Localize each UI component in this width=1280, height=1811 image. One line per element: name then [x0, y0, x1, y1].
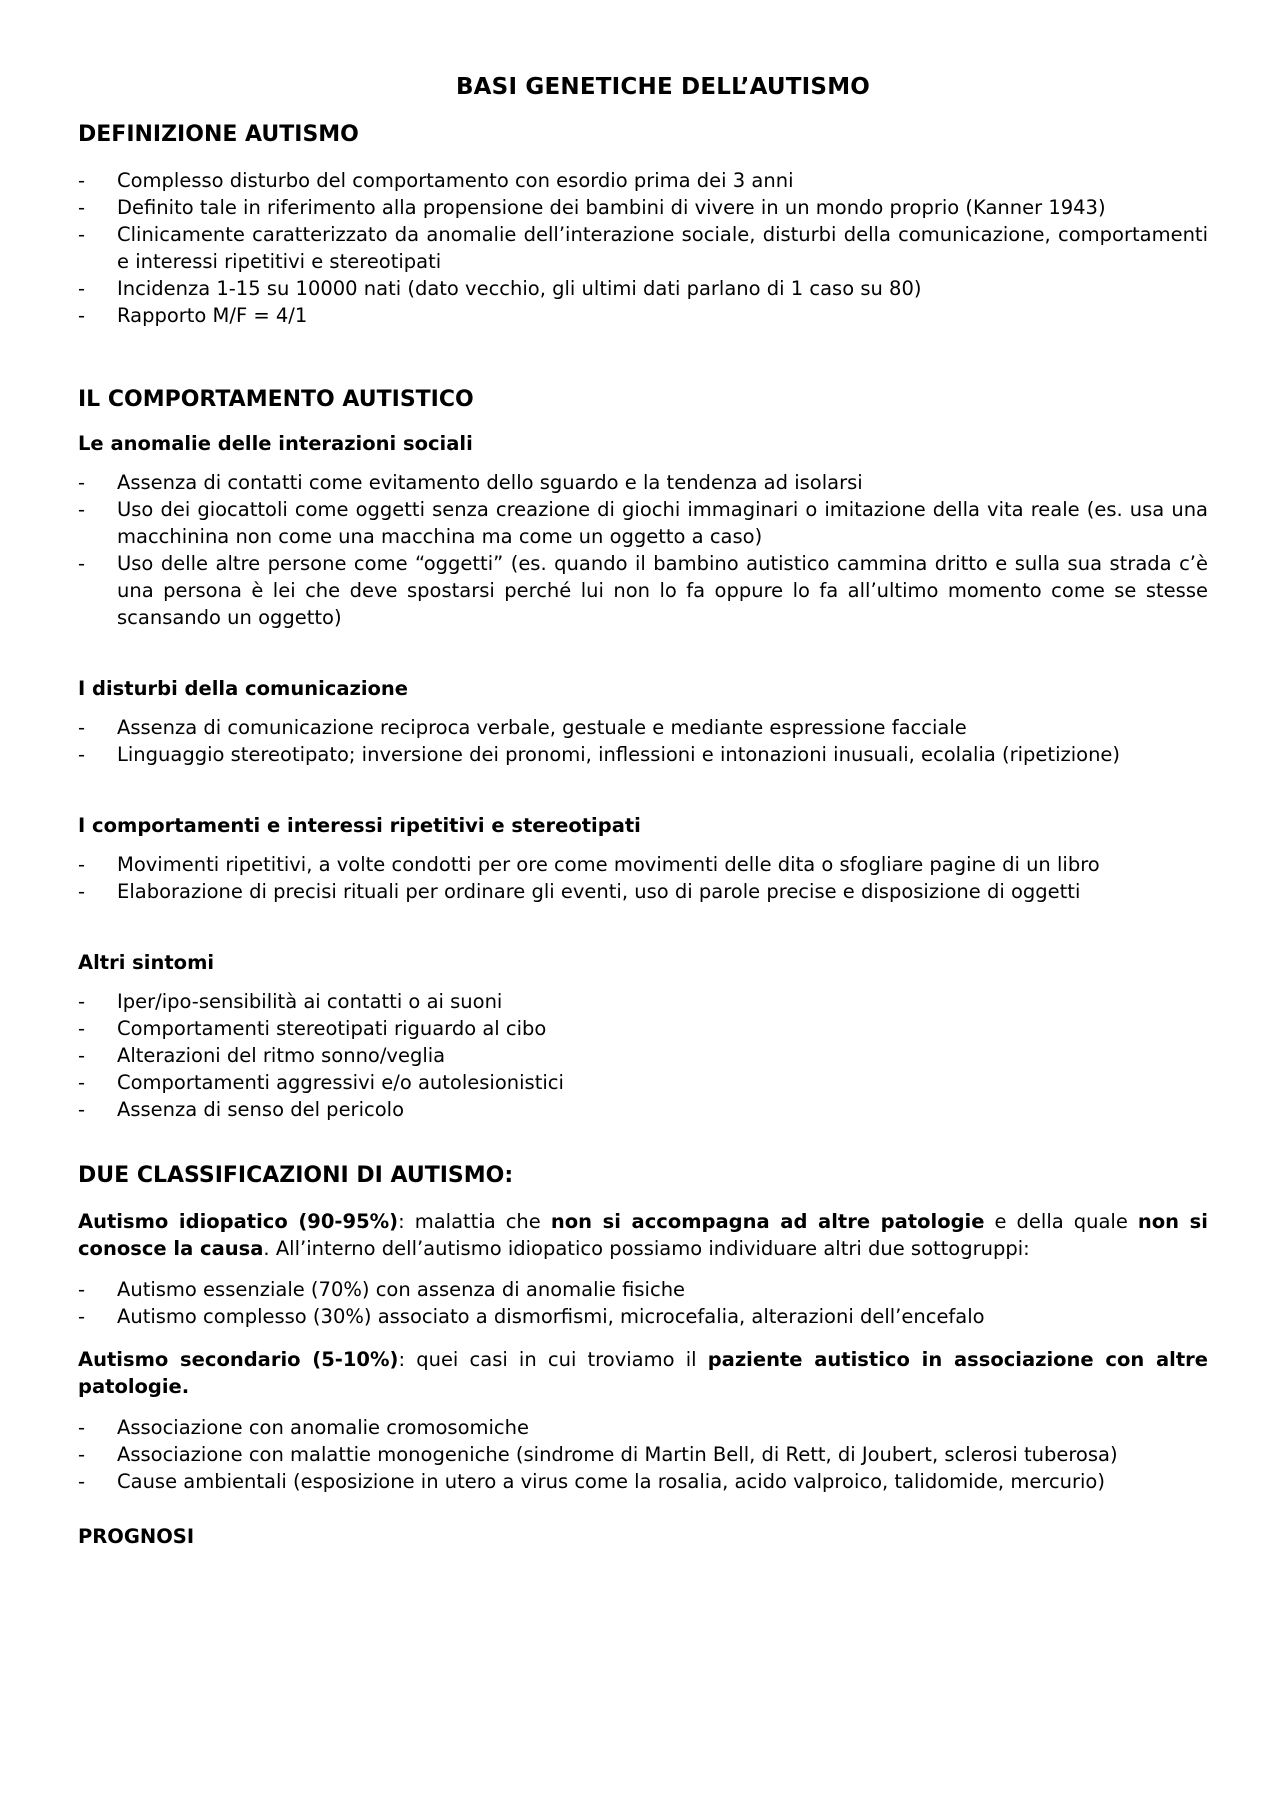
list-item: - Linguaggio stereotipato; inversione dei pronomi, inflessioni e intonazioni inusuali, ecolalia (ripetizione)	[78, 741, 1208, 768]
paragraph-secondario	[78, 1346, 1208, 1400]
list-item: - Uso dei giocattoli come oggetti senza creazione di giochi immaginari o imitazione della vita reale (es. usa una macchinina non come una macchina ma come un oggetto a caso)	[78, 496, 1208, 550]
list-item: - Alterazioni del ritmo sonno/veglia	[78, 1042, 1208, 1069]
text: . All’interno dell’autismo idiopatico possiamo individuare altri due sottogruppi:	[263, 1237, 1030, 1260]
document-title: BASI GENETICHE DELL’AUTISMO	[455, 74, 871, 100]
definizione-list	[78, 167, 1208, 329]
subheading-ripetitivi: I comportamenti e interessi ripetitivi e stereotipati	[78, 814, 641, 837]
idiopatico-list	[78, 1276, 1208, 1330]
list-item: - Associazione con anomalie cromosomiche	[78, 1414, 1208, 1441]
list-item: - Iper/ipo-sensibilità ai contatti o ai suoni	[78, 988, 1208, 1015]
list-item: - Rapporto M/F = 4/1	[78, 302, 1208, 329]
section-heading-definizione: DEFINIZIONE AUTISMO	[78, 122, 359, 147]
text: : malattia che	[398, 1210, 551, 1233]
list-item: - Complesso disturbo del comportamento con esordio prima dei 3 anni	[78, 167, 1208, 194]
label-idiopatico: Autismo idiopatico (90-95%)	[78, 1210, 399, 1233]
list-item: - Comportamenti aggressivi e/o autolesionistici	[78, 1069, 1208, 1096]
bold-text: non si conosce la causa	[78, 1210, 1208, 1260]
section-heading-comportamento: IL COMPORTAMENTO AUTISTICO	[78, 387, 474, 412]
text: e della quale	[984, 1210, 1138, 1233]
comunicazione-list	[78, 714, 1208, 768]
bold-text: non si accompagna ad altre patologie	[550, 1210, 985, 1233]
interazioni-list	[78, 469, 1208, 631]
list-item: - Comportamenti stereotipati riguardo al cibo	[78, 1015, 1208, 1042]
list-item: - Autismo complesso (30%) associato a dismorfismi, microcefalia, alterazioni dell’encefalo	[78, 1303, 1208, 1330]
subheading-interazioni: Le anomalie delle interazioni sociali	[78, 432, 473, 455]
label-secondario: Autismo secondario (5-10%)	[78, 1348, 399, 1371]
list-item: - Incidenza 1-15 su 10000 nati (dato vecchio, gli ultimi dati parlano di 1 caso su 80)	[78, 275, 1208, 302]
list-item: - Movimenti ripetitivi, a volte condotti per ore come movimenti delle dita o sfogliare pagine di un libro	[78, 851, 1208, 878]
list-item: - Assenza di comunicazione reciproca verbale, gestuale e mediante espressione facciale	[78, 714, 1208, 741]
paragraph-idiopatico	[78, 1208, 1208, 1262]
subheading-comunicazione: I disturbi della comunicazione	[78, 677, 409, 700]
secondario-list	[78, 1414, 1208, 1495]
text: : quei casi in cui troviamo il	[398, 1348, 708, 1371]
list-item: - Cause ambientali (esposizione in utero a virus come la rosalia, acido valproico, talidomide, mercurio)	[78, 1468, 1208, 1495]
list-item: - Clinicamente caratterizzato da anomalie dell’interazione sociale, disturbi della comunicazione, comportamenti e interessi ripetitivi e stereotipati	[78, 221, 1208, 275]
altri-sintomi-list	[78, 988, 1208, 1123]
list-item: - Definito tale in riferimento alla propensione dei bambini di vivere in un mondo proprio (Kanner 1943)	[78, 194, 1208, 221]
list-item: - Associazione con malattie monogeniche (sindrome di Martin Bell, di Rett, di Joubert, sclerosi tuberosa)	[78, 1441, 1208, 1468]
ripetitivi-list	[78, 851, 1208, 905]
section-heading-classificazioni: DUE CLASSIFICAZIONI DI AUTISMO:	[78, 1163, 514, 1188]
list-item: - Assenza di contatti come evitamento dello sguardo e la tendenza ad isolarsi	[78, 469, 1208, 496]
list-item: - Autismo essenziale (70%) con assenza di anomalie fisiche	[78, 1276, 1208, 1303]
list-item: - Assenza di senso del pericolo	[78, 1096, 1208, 1123]
list-item: - Elaborazione di precisi rituali per ordinare gli eventi, uso di parole precise e disposizione di oggetti	[78, 878, 1208, 905]
list-item: - Uso delle altre persone come “oggetti” (es. quando il bambino autistico cammina dritto e sulla sua strada c’è una persona è lei che deve spostarsi perché lui non lo fa oppure lo fa all’ultimo momento come se stesse scansando un oggetto)	[78, 550, 1208, 631]
bold-text: paziente autistico in associazione con altre patologie.	[78, 1348, 1209, 1398]
subheading-prognosi: PROGNOSI	[78, 1525, 195, 1548]
subheading-altri-sintomi: Altri sintomi	[78, 951, 215, 974]
